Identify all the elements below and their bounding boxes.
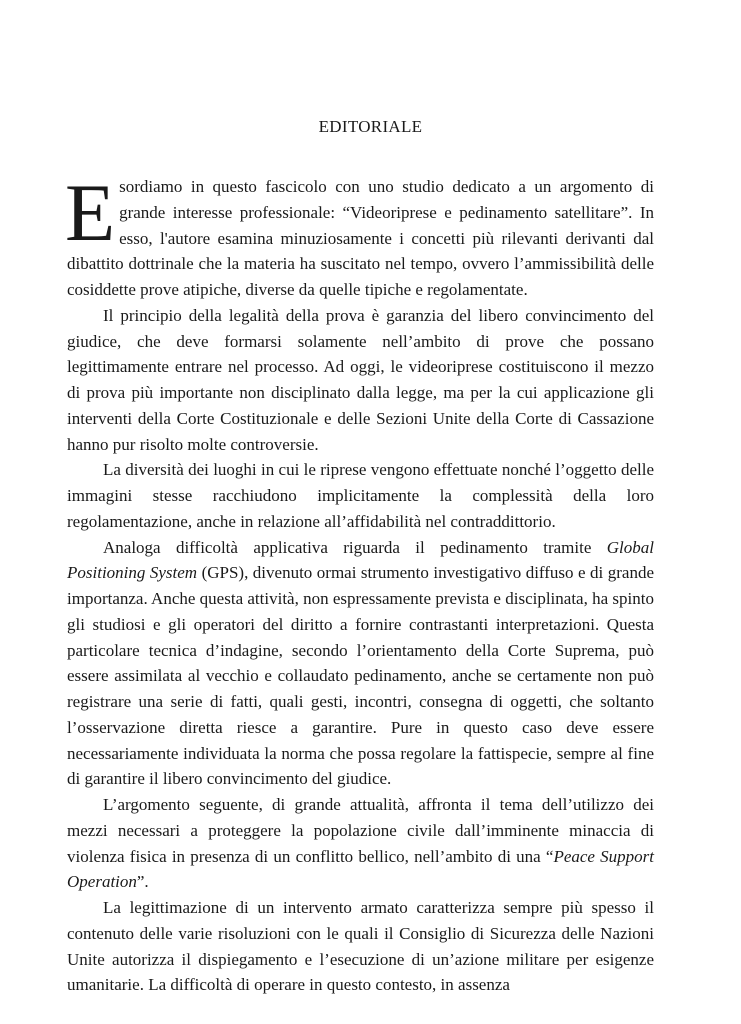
paragraph-3: La diversità dei luoghi in cui le riprese vengono effettuate nonché l’oggetto delle immagini stesse racchiudono implicitamente la complessità della loro regolamentazione, anche in relazione all’affidabilità nel contraddittorio. xyxy=(67,460,654,531)
paragraph-5-italic: Peace Support Operation xyxy=(67,846,655,892)
paragraph-4-italic: Global Positioning System xyxy=(67,537,654,583)
paragraph-4 xyxy=(67,535,654,793)
paragraph-5 xyxy=(67,792,654,895)
paragraph-1-text: sordiamo in questo fascicolo con uno studio dedicato a un argomento di grande interesse professionale: “Videoriprese e pedinamento satellitare”. In esso, l'autore esamina minuziosamente i concetti più rilevanti derivanti dal dibattito dottrinale che la materia ha suscitato nel tempo, ovvero l’ammissibilità delle cosiddette prove atipiche, diverse da quelle tipiche e regolamentate. xyxy=(67,177,654,299)
paragraph-5-text-b: ”. xyxy=(136,872,149,892)
paragraph-5-text-a: L’argomento seguente, di grande attualità, affronta il tema dell’utilizzo dei mezzi necessari a proteggere la popolazione civile dall’imminente minaccia di violenza fisica in presenza di un conflitto bellico, nell’ambito di una “ xyxy=(67,795,654,866)
page-title: EDITORIALE xyxy=(318,117,423,136)
paragraph-6: La legittimazione di un intervento armato caratterizza sempre più spesso il contenuto delle varie risoluzioni con le quali il Consiglio di Sicurezza delle Nazioni Unite autorizza il dispiegamento e l’esecuzione di un’azione militare per esigenze umanitarie. La difficoltà di operare in questo contesto, in assenza xyxy=(67,898,654,995)
paragraph-2: Il principio della legalità della prova è garanzia del libero convincimento del giudice, che deve formarsi solamente nell’ambito di prove che possano legittimamente entrare nel processo. Ad oggi, le videoriprese costituiscono il mezzo di prova più importante non disciplinato dalla legge, ma per la cui applicazione gli interventi della Corte Costituzionale e delle Sezioni Unite della Corte di Cassazione hanno pur risolto molte controversie. xyxy=(67,305,654,454)
article-body xyxy=(65,167,655,998)
paragraph-4-text-a: Analoga difficoltà applicativa riguarda il pedinamento tramite xyxy=(103,537,607,557)
paragraph-4-text-b: (GPS), divenuto ormai strumento investigativo diffuso e di grande importanza. Anche questa attività, non espressamente prevista e disciplinata, ha spinto gli studiosi e gli operatori del diritto a fornire contrastanti interpretazioni. Questa particolare tecnica d’indagine, secondo l’orientamento della Corte Suprema, può essere assimilata al vecchio e collaudato pedinamento, anche se certamente non può registrare una serie di fatti, quali gesti, incontri, consegna di oggetti, che soltanto l’osservazione diretta riesce a garantire. Pure in questo caso deve essere necessariamente individuata la norma che possa regolare la fattispecie, sempre al fine di garantire il libero convincimento del giudice. xyxy=(67,563,655,789)
drop-cap: E xyxy=(65,167,116,258)
paragraph-1 xyxy=(65,167,654,303)
